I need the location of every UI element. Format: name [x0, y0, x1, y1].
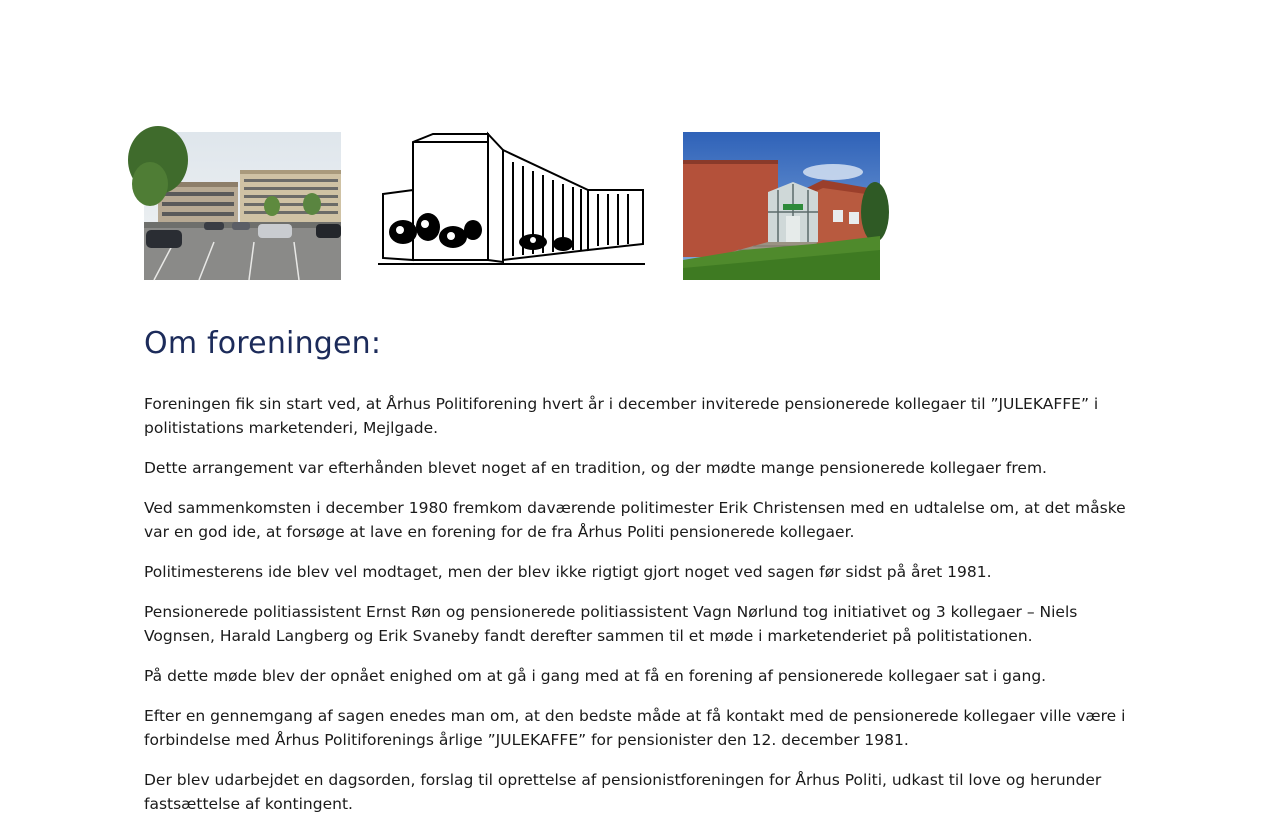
article-body	[144, 392, 1144, 832]
paragraph: Dette arrangement var efterhånden blevet noget af en tradition, og der mødte mange pensionerede kollegaer frem.	[144, 459, 1047, 477]
paragraph: Der blev udarbejdet en dagsorden, forslag til oprettelse af pensionistforeningen for Århus Politi, udkast til love og herunder fastsættelse af kontingent.	[144, 771, 1102, 813]
paragraph: Ved sammenkomsten i december 1980 fremkom daværende politimester Erik Christensen med en udtalelse om, at det måske var en god ide, at forsøge at lave en forening for de fra Århus Politi pensionerede kollegaer.	[144, 499, 1126, 541]
paragraph: På dette møde blev der opnået enighed om at gå i gang med at få en forening af pensionerede kollegaer sat i gang.	[144, 667, 1047, 685]
police-station-drawing[interactable]	[373, 132, 650, 280]
paragraph: Pensionerede politiassistent Ernst Røn og pensionerede politiassistent Vagn Nørlund tog initiativet og 3 kollegaer – Niels Vognsen, Harald Langberg og Erik Svaneby fandt derefter sammen til et møde i marketenderiet på politistationen.	[144, 603, 1078, 645]
paragraph: Efter en gennemgang af sagen enedes man om, at den bedste måde at få kontakt med de pensionerede kollegaer ville være i forbindelse med Århus Politiforenings årlige ”JULEKAFFE” for pensionister den 12. december 1981.	[144, 707, 1126, 749]
page-title: Om foreningen:	[144, 326, 382, 361]
brick-building-photo[interactable]	[683, 132, 880, 280]
paragraph: Politimesterens ide blev vel modtaget, men der blev ikke rigtigt gjort noget ved sagen før sidst på året 1981.	[144, 563, 992, 581]
paragraph: Foreningen fik sin start ved, at Århus Politiforening hvert år i december inviterede pensionerede kollegaer til ”JULEKAFFE” i politistations marketenderi, Mejlgade.	[144, 395, 1099, 437]
police-station-parking-photo[interactable]	[144, 132, 341, 280]
